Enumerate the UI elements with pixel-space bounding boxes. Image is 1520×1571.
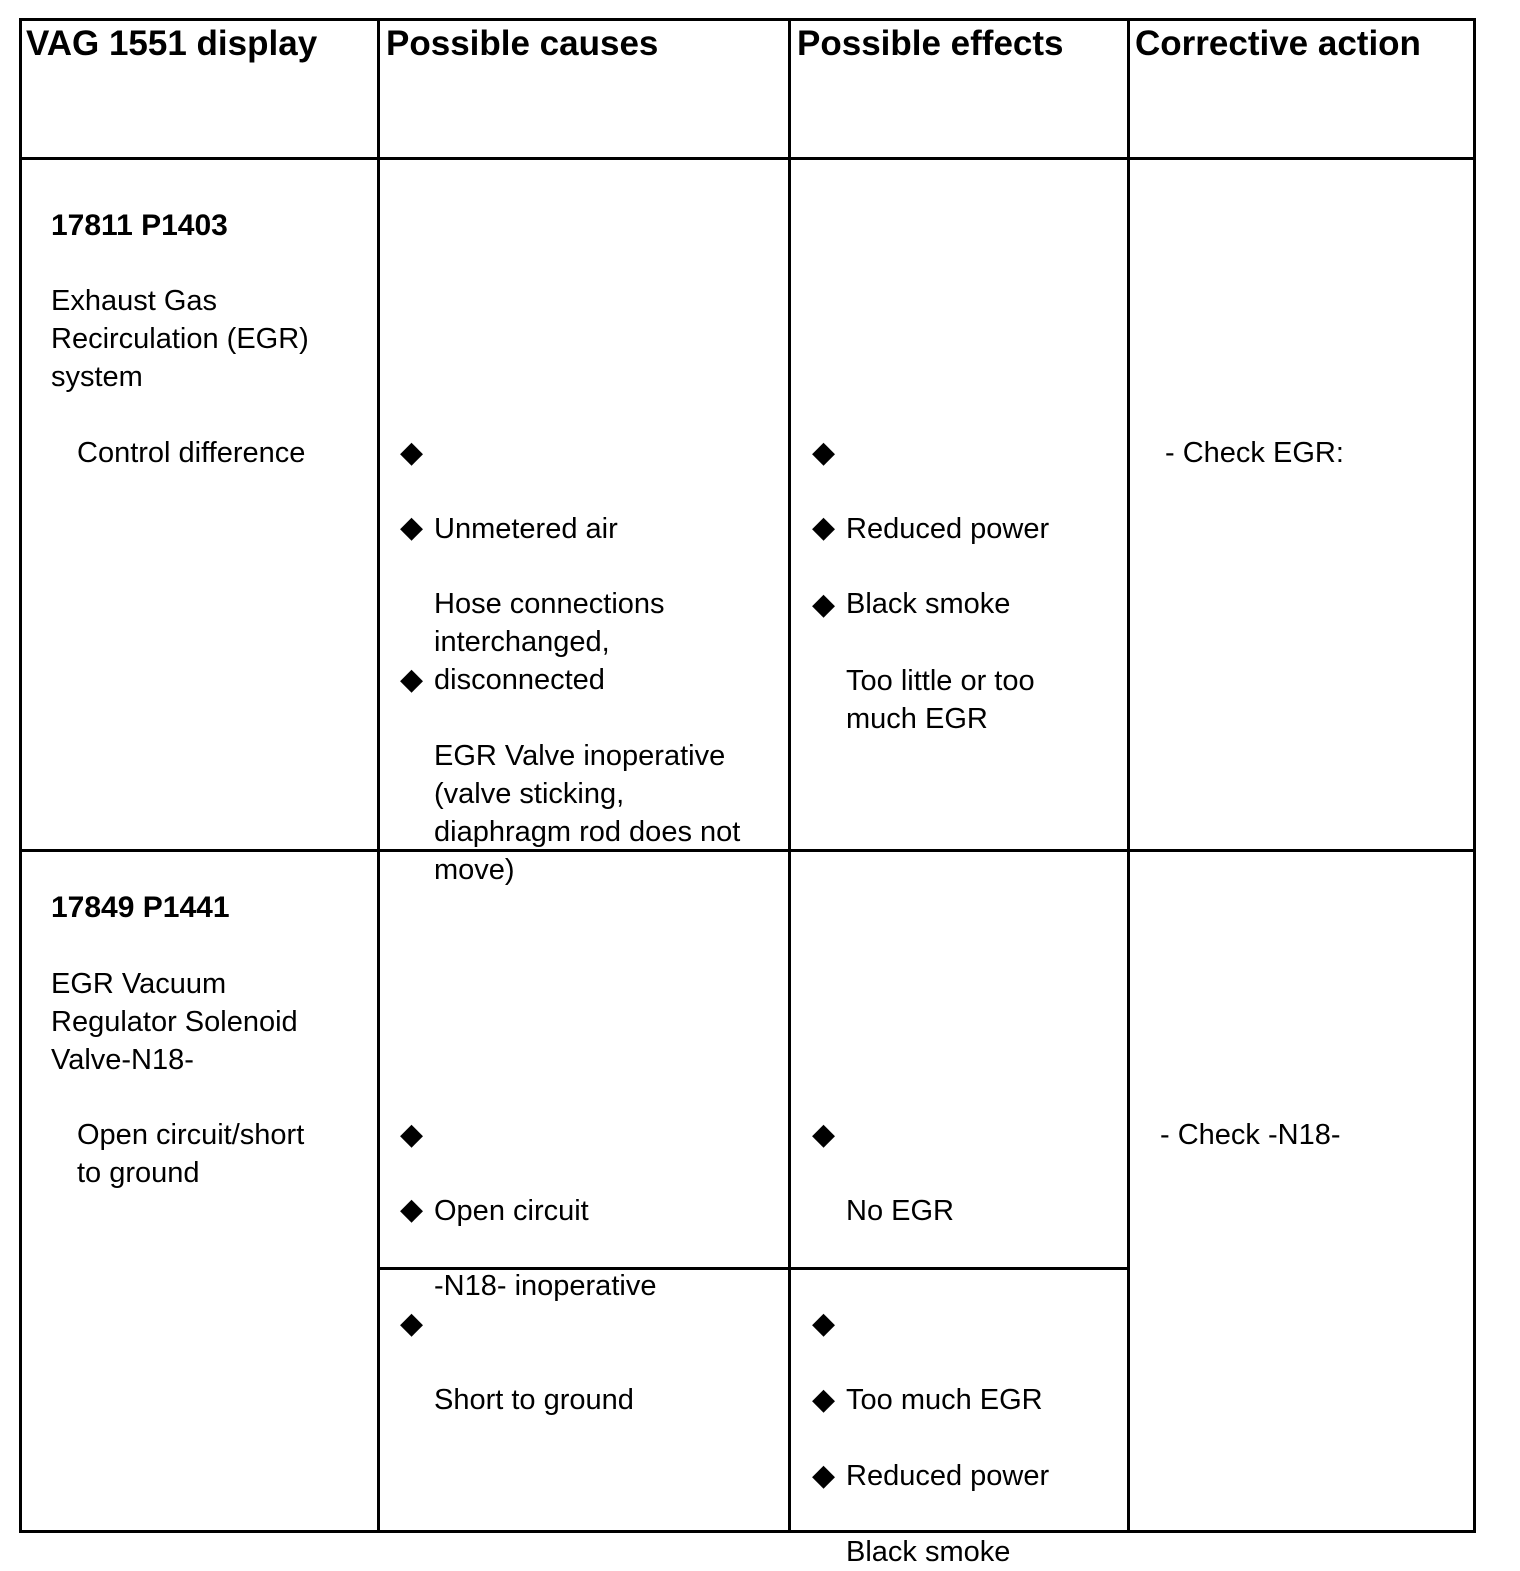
- diamond-bullet-icon: ◆: [812, 1118, 836, 1151]
- effect-text: Reduced power: [846, 513, 1050, 545]
- cause-text: Open circuit: [434, 1195, 589, 1227]
- cause-item: [400, 1191, 656, 1305]
- diamond-bullet-icon: ◆: [812, 511, 836, 544]
- corrective-action-1: - Check EGR:: [1165, 437, 1344, 469]
- diamond-bullet-icon: ◆: [400, 1118, 424, 1151]
- fault-code-2: 17849 P1441: [51, 891, 230, 924]
- condition-2: Open circuit/short to ground: [77, 1119, 305, 1189]
- column-divider-3: [1127, 18, 1130, 1533]
- diamond-bullet-icon: ◆: [812, 588, 836, 621]
- cause-item: [400, 1305, 634, 1419]
- condition-1: Control difference: [77, 437, 306, 469]
- effect-text: Black smoke: [846, 1536, 1011, 1568]
- diamond-bullet-icon: ◆: [400, 511, 424, 544]
- component-2: EGR Vacuum Regulator Solenoid Valve-N18-: [51, 968, 298, 1076]
- cause-item: [400, 661, 740, 889]
- diamond-bullet-icon: ◆: [400, 1307, 424, 1340]
- row-divider: [19, 849, 1476, 852]
- cause-text: Short to ground: [434, 1384, 634, 1416]
- header-action: Corrective action: [1135, 24, 1421, 63]
- header-display: VAG 1551 display: [26, 24, 318, 63]
- diamond-bullet-icon: ◆: [400, 1193, 424, 1226]
- column-divider-1: [377, 18, 380, 1533]
- effect-text: No EGR: [846, 1195, 954, 1227]
- effect-text: Too much EGR: [846, 1384, 1043, 1416]
- table-border-bottom: [19, 1530, 1476, 1533]
- diamond-bullet-icon: ◆: [812, 1383, 836, 1416]
- effect-text: Too little or too much EGR: [846, 665, 1035, 735]
- diamond-bullet-icon: ◆: [812, 1459, 836, 1492]
- header-effects: Possible effects: [797, 24, 1064, 63]
- header-causes: Possible causes: [386, 24, 659, 63]
- cause-text: EGR Valve inoperative (valve sticking, diaphragm rod does not move): [434, 740, 741, 886]
- diamond-bullet-icon: ◆: [400, 436, 424, 469]
- corrective-action-2: - Check -N18-: [1160, 1119, 1341, 1151]
- effect-item: [812, 1116, 954, 1230]
- diamond-bullet-icon: ◆: [812, 1307, 836, 1340]
- effect-text: Reduced power: [846, 1460, 1050, 1492]
- effect-item: [812, 1457, 1010, 1571]
- diamond-bullet-icon: ◆: [812, 436, 836, 469]
- header-divider: [19, 157, 1476, 160]
- effect-item: [812, 586, 1035, 738]
- cause-text: -N18- inoperative: [434, 1270, 657, 1302]
- diamond-bullet-icon: ◆: [400, 663, 424, 696]
- table-border-top: [19, 18, 1476, 21]
- cause-text: Hose connections interchanged, disconnected: [434, 588, 665, 696]
- cause-text: Unmetered air: [434, 513, 618, 545]
- column-divider-2: [788, 18, 791, 1533]
- table-border-left: [19, 18, 22, 1533]
- fault-code-1: 17811 P1403: [51, 209, 228, 242]
- component-1: Exhaust Gas Recirculation (EGR) system: [51, 285, 309, 393]
- effect-text: Black smoke: [846, 588, 1011, 620]
- table-border-right: [1473, 18, 1476, 1533]
